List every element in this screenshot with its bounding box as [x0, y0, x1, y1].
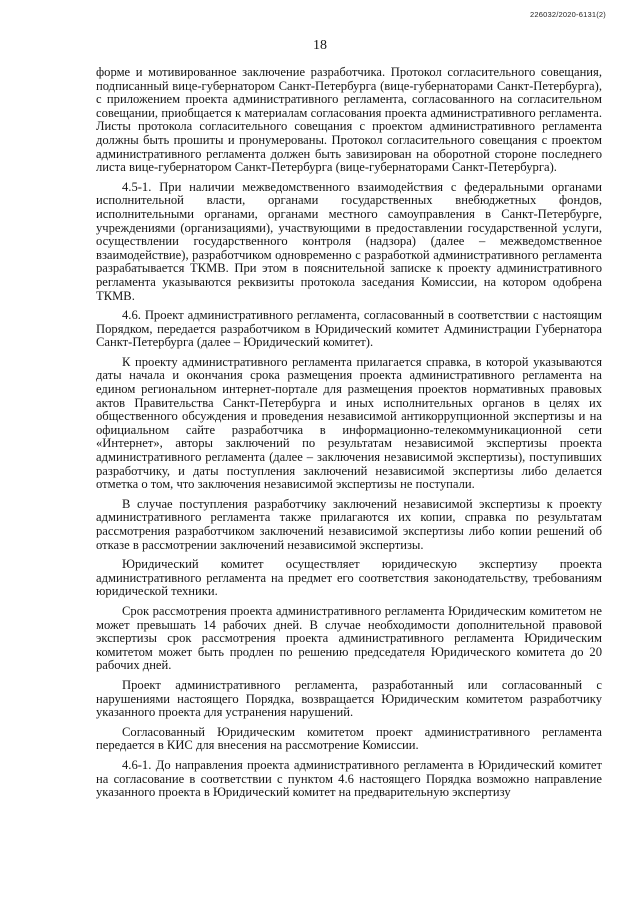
document-registration-code: 226032/2020-6131(2): [530, 10, 606, 19]
paragraph-review-term: Срок рассмотрения проекта административного регламента Юридическим комитетом не может превышать 14 рабочих дней. В случае необходимости дополнительной правовой экспертизы срок рассмотрения проекта административного регламента Юридическим комитетом может быть продлен по решению председателя Юридического комитета до 20 рабочих дней.: [96, 603, 602, 673]
paragraph-certificate: К проекту административного регламента прилагается справка, в которой указываются даты начала и окончания срока размещения проекта административного регламента на едином региональном интернет-портале для размещения проектов нормативных правовых актов Правительства Санкт-Петербурга и иных исполнительных органов в целях их общественного обсуждения и проведения независимой антикоррупционной экспертизы и на официальном сайте разработчика в информационно-телекоммуникационной сети «Интернет», авторы заключений по результатам независимой экспертизы проекта административного регламента (далее – заключения независимой экспертизы), поступивших разработчику, и даты поступления заключений независимой экспертизы либо делается отметка о том, что заключения независимой экспертизы не поступали.: [96, 354, 602, 492]
paragraph-4-6-1: 4.6-1. До направления проекта административного регламента в Юридический комитет на согласование в соответствии с пунктом 4.6 настоящего Порядка возможно направление указанного проекта в Юридический комитет на предварительную экспертизу: [96, 757, 602, 800]
paragraph-transfer-kis: Согласованный Юридическим комитетом проект административного регламента передается в КИС для внесения на рассмотрение Комиссии.: [96, 724, 602, 753]
paragraph-4-5-1: 4.5-1. При наличии межведомственного взаимодействия с федеральными органами исполнительной власти, органами государственных внебюджетных фондов, исполнительными органами, органами местного самоуправления в Санкт-Петербурге, учреждениями (организациями), участвующими в предоставлении государственной услуги, осуществлении государственного контроля (надзора) (далее – межведомственное взаимодействие), разработчиком одновременно с разработкой административного регламента разрабатывается ТКМВ. При этом в пояснительной записке к проекту административного регламента указываются реквизиты протокола заседания Комиссии, на котором одобрена ТКМВ.: [96, 179, 602, 303]
paragraph-independent-expertise: В случае поступления разработчику заключений независимой экспертизы к проекту административного регламента также прилагаются их копии, справка по результатам рассмотрения разработчиком заключений независимой экспертизы либо копии решений об отказе в рассмотрении заключений независимой экспертизы.: [96, 496, 602, 552]
paragraph-legal-expertise: Юридический комитет осуществляет юридическую экспертизу проекта административного регламента на предмет его соответствия законодательству, требованиям юридической техники.: [96, 557, 602, 599]
paragraph-return-project: Проект административного регламента, разработанный или согласованный с нарушениями настоящего Порядка, возвращается Юридическим комитетом разработчику указанного проекта для устранения нарушений.: [96, 677, 602, 720]
paragraph-protocol-continuation: форме и мотивированное заключение разработчика. Протокол согласительного совещания, подписанный вице-губернатором Санкт-Петербурга (вице-губернаторами Санкт-Петербурга), с приложением проекта административного регламента, согласованного на согласительном совещании, приобщается к материалам согласования проекта административного регламента. Листы протокола согласительного совещания с проектом административного регламента должны быть прошиты и пронумерованы. Протокол согласительного совещания с проектом административного регламента должен быть завизирован на оборотной стороне последнего листа вице-губернатором Санкт-Петербурга (вице-губернаторами Санкт-Петербурга).: [96, 65, 602, 175]
paragraph-4-6: 4.6. Проект административного регламента, согласованный в соответствии с настоящим Порядком, передается разработчиком в Юридический комитет Администрации Губернатора Санкт-Петербурга (далее – Юридический комитет).: [96, 308, 602, 350]
document-body: [96, 66, 602, 806]
page-number: 18: [313, 38, 327, 53]
